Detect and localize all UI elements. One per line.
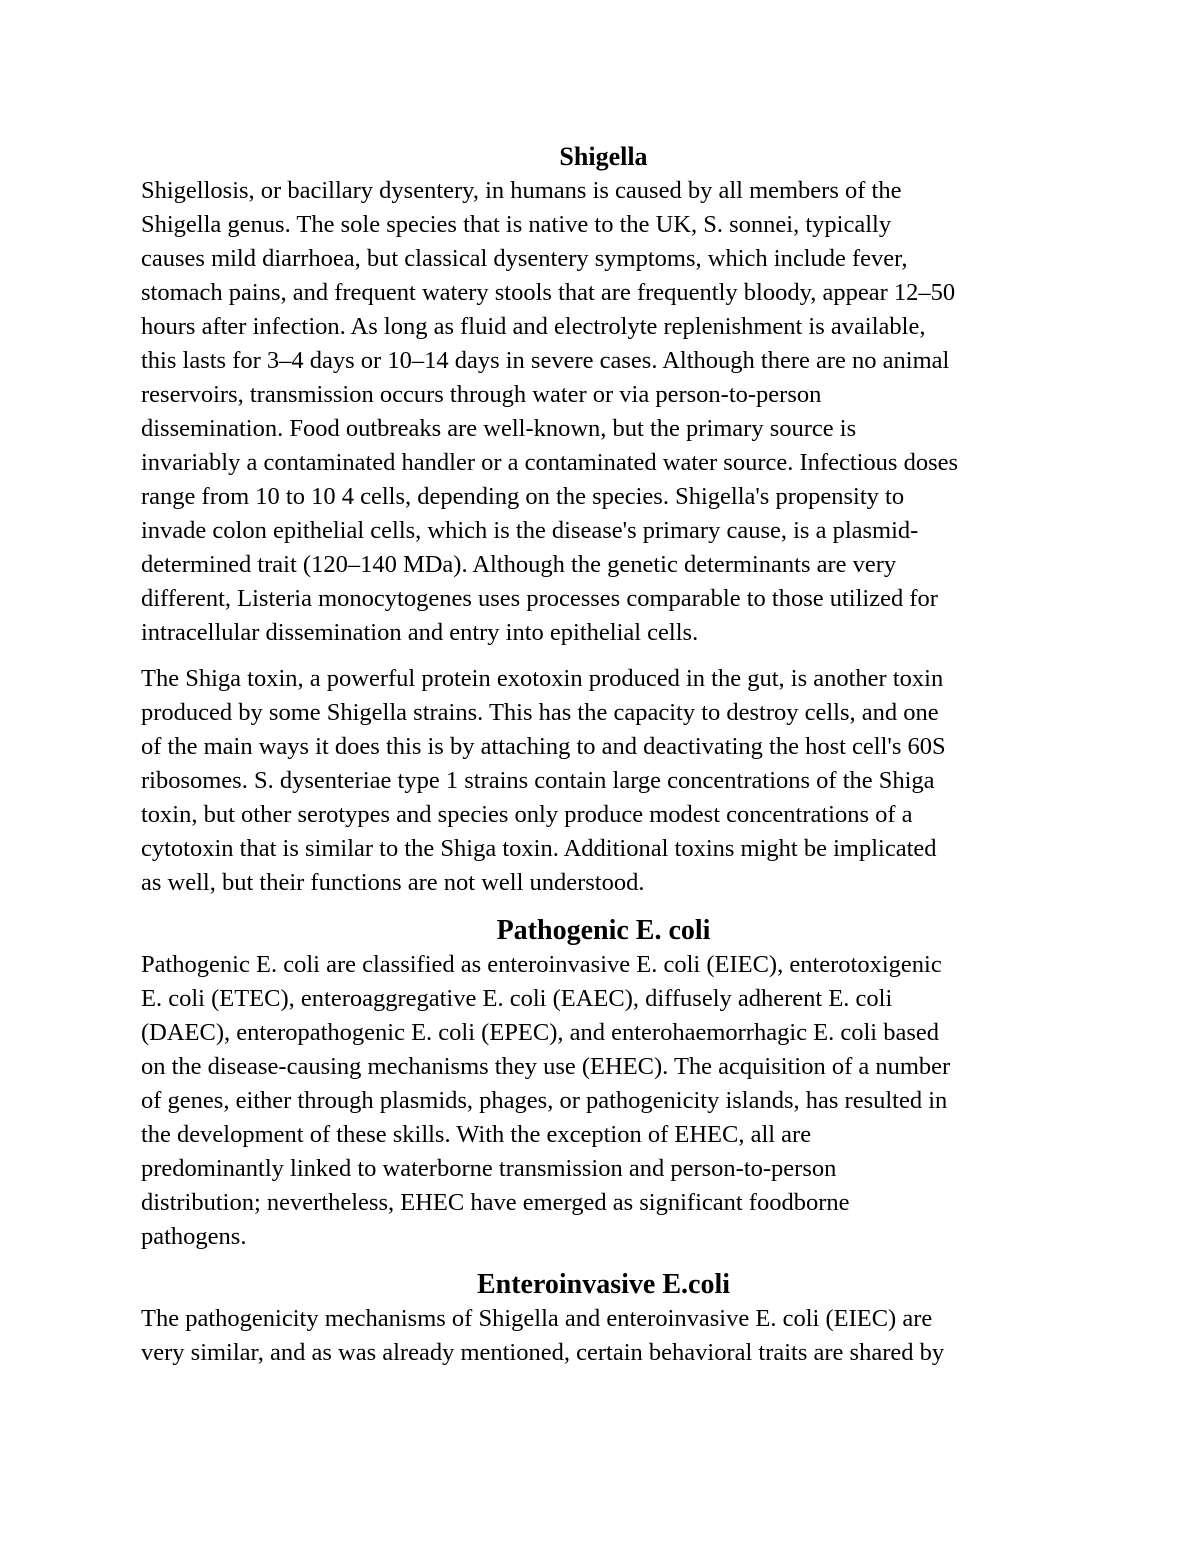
text-line: this lasts for 3–4 days or 10–14 days in severe cases. Although there are no animal [141,347,950,374]
text-line: very similar, and as was already mentioned, certain behavioral traits are shared by [141,1339,945,1366]
section-heading-shigella: Shigella [559,142,648,171]
text-line: cytotoxin that is similar to the Shiga toxin. Additional toxins might be implicated [141,835,937,862]
section-heading-enteroinvasive-e-coli: Enteroinvasive E.coli [476,1269,731,1300]
text-line: distribution; nevertheless, EHEC have emerged as significant foodborne [141,1189,850,1216]
text-line: causes mild diarrhoea, but classical dysentery symptoms, which include fever, [141,245,908,272]
text-line: The pathogenicity mechanisms of Shigella and enteroinvasive E. coli (EIEC) are [141,1305,933,1332]
text-line: dissemination. Food outbreaks are well-known, but the primary source is [141,415,857,442]
text-line: ribosomes. S. dysenteriae type 1 strains contain large concentrations of the Shiga [141,767,935,794]
text-line: produced by some Shigella strains. This has the capacity to destroy cells, and one [141,699,939,726]
text-line: predominantly linked to waterborne transmission and person-to-person [141,1155,837,1182]
text-line: determined trait (120–140 MDa). Although the genetic determinants are very [141,551,897,578]
text-line: of the main ways it does this is by attaching to and deactivating the host cell's 60S [141,733,946,760]
text-line: as well, but their functions are not well understood. [141,869,645,896]
paragraph-pathogenic-e-coli [141,948,1066,1254]
text-line: (DAEC), enteropathogenic E. coli (EPEC), and enterohaemorrhagic E. coli based [141,1019,940,1046]
text-line: the development of these skills. With the exception of EHEC, all are [141,1121,812,1148]
text-line: Shigellosis, or bacillary dysentery, in humans is caused by all members of the [141,177,902,204]
text-line: on the disease-causing mechanisms they use (EHEC). The acquisition of a number [141,1053,951,1080]
document-page [141,140,1066,1370]
section-heading-pathogenic-e-coli: Pathogenic E. coli [496,915,711,946]
paragraph-enteroinvasive-e-coli [141,1302,1066,1370]
text-line: of genes, either through plasmids, phages, or pathogenicity islands, has resulted in [141,1087,948,1114]
text-line: reservoirs, transmission occurs through water or via person-to-person [141,381,822,408]
text-line: toxin, but other serotypes and species only produce modest concentrations of a [141,801,913,828]
text-line: Pathogenic E. coli are classified as enteroinvasive E. coli (EIEC), enterotoxigenic [141,951,942,978]
text-line: E. coli (ETEC), enteroaggregative E. coli (EAEC), diffusely adherent E. coli [141,985,893,1012]
text-line: stomach pains, and frequent watery stools that are frequently bloody, appear 12–50 [141,279,956,306]
text-line: The Shiga toxin, a powerful protein exotoxin produced in the gut, is another toxin [141,665,944,692]
paragraph-shigellosis [141,174,1066,650]
text-line: intracellular dissemination and entry into epithelial cells. [141,619,699,646]
text-line: different, Listeria monocytogenes uses processes comparable to those utilized for [141,585,938,612]
paragraph-shiga-toxin [141,662,1066,900]
text-line: Shigella genus. The sole species that is native to the UK, S. sonnei, typically [141,211,892,238]
text-line: hours after infection. As long as fluid and electrolyte replenishment is available, [141,313,926,340]
text-line: range from 10 to 10 4 cells, depending on the species. Shigella's propensity to [141,483,905,510]
text-line: pathogens. [141,1223,247,1250]
text-line: invade colon epithelial cells, which is the disease's primary cause, is a plasmid- [141,517,919,544]
text-line: invariably a contaminated handler or a contaminated water source. Infectious doses [141,449,959,476]
